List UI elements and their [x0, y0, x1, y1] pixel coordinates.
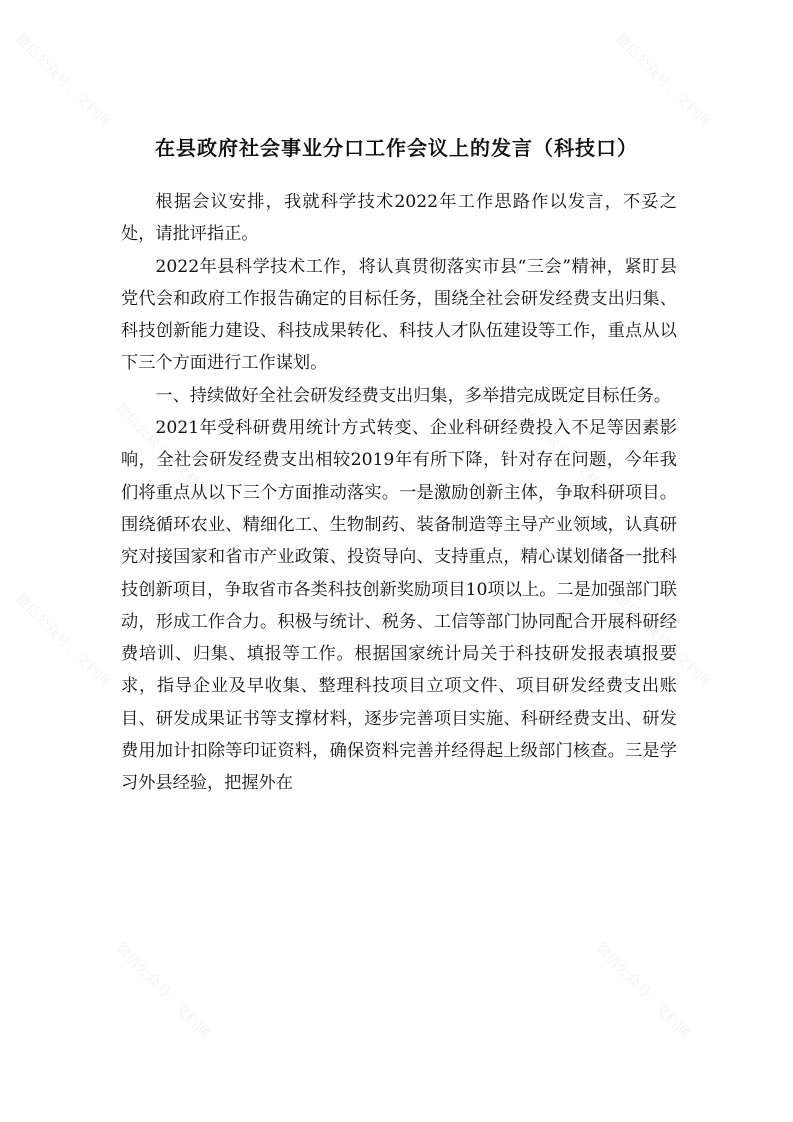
- watermark: 微信公众号：文档网: [12, 30, 113, 131]
- paragraph: 2021年受科研费用统计方式转变、企业科研经费投入不足等因素影响，全社会研发经费支出相较2019年有所下降，针对存在问题，今年我们将重点从以下三个方面推动落实。一是激励创新主体，争取科研项目。围绕循环农业、精细化工、生物制药、装备制造等主导产业领域，认真研究对接国家和省市产业政策、投资导向、支持重点，精心谋划储备一批科技创新项目，争取省市各类科技创新奖励项目10项以上。二是加强部门联动，形成工作合力。积极与统计、税务、工信等部门协同配合开展科研经费培训、归集、填报等工作。根据国家统计局关于科技研发报表填报要求，指导企业及早收集、整理科技项目立项文件、项目研发经费支出账目、研发成果证书等支撑材料，逐步完善项目实施、科研经费支出、研发费用加计扣除等印证资料，确保资料完善并经得起上级部门核查。三是学习外县经验，把握外在: [121, 418, 677, 794]
- document-body: [121, 186, 677, 800]
- watermark: 微信公众号：文档网: [612, 590, 713, 691]
- document-title: 在县政府社会事业分口工作会议上的发言（科技口）: [155, 136, 638, 160]
- watermark: 微信公众号：文档网: [112, 940, 213, 1041]
- watermark: 微信公众号：文档网: [612, 30, 713, 131]
- watermark: 微信公众号：文档网: [512, 400, 613, 501]
- watermark: 微信公众号：文档网: [592, 940, 693, 1041]
- watermark: 微信公众号：文档网: [12, 590, 113, 691]
- section-heading: 一、持续做好全社会研发经费支出归集，多举措完成既定目标任务。: [155, 385, 672, 406]
- paragraph: 根据会议安排，我就科学技术2022年工作思路作以发言，不妥之处，请批评指正。: [121, 192, 677, 245]
- paragraph: 2022年县科学技术工作，将认真贯彻落实市县“三会”精神，紧盯县党代会和政府工作报告确定的目标任务，围绕全社会研发经费支出归集、科技创新能力建设、科技成果转化、科技人才队伍建设等工作，重点从以下三个方面进行工作谋划。: [121, 256, 677, 374]
- watermark: 微信公众号：文档网: [112, 400, 213, 501]
